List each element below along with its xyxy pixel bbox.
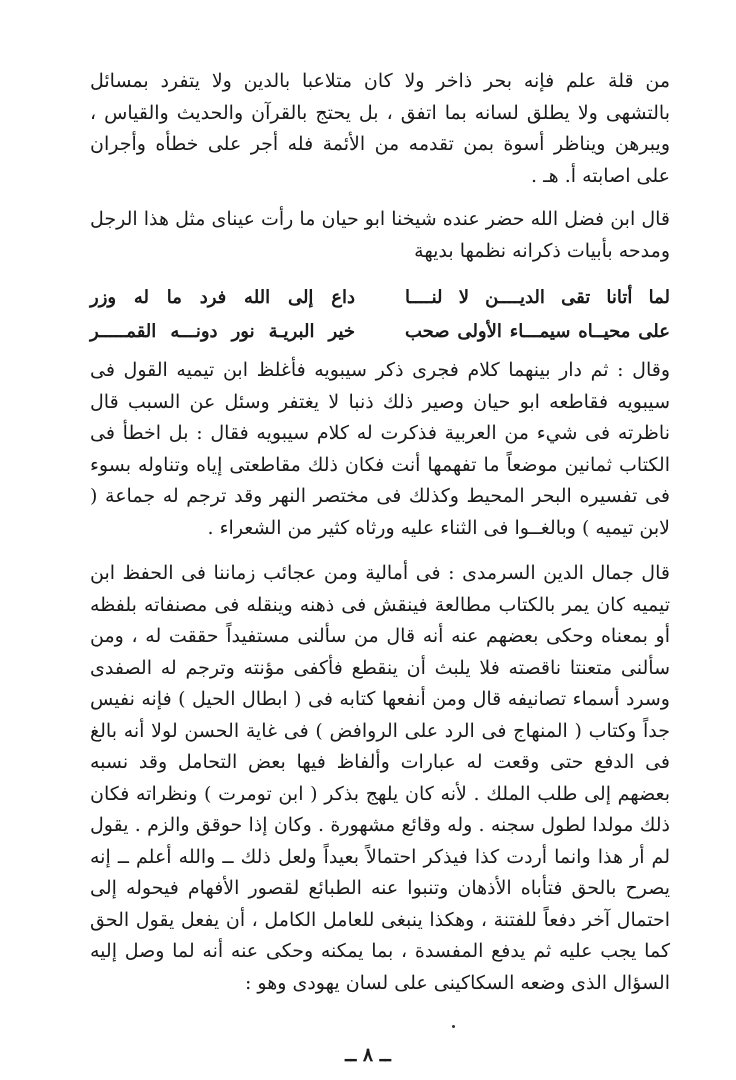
poem-line-2 [90,315,670,349]
paragraph-4: قال جمال الدين السرمدى : فى أمالية ومن عجائب زماننا فى الحفظ ابن تيميه كان يمر بالكتاب مطالعة فينقش فى ذهنه وينقله فى مصنفاته بلفظه أو بمعناه وحكى بعضهم عنه أنه قال من سألنى مستفيداً حققت له ، ومن سألنى متعنتا ناقصته فلا يلبث أن ينقطع فأكفى مؤنته وترجم له الصفدى وسرد أسماء تصانيفه قال ومن أنفعها كتابه فى ( ابطال الحيل ) فإنه نفيس جداً وكتاب ( المنهاج فى الرد على الروافض ) فى غاية الحسن لولا أنه بالغ فى الدفع حتى وقعت له عبارات وألفاظ فيها بعض التحامل وقد نسبه بعضهم إلى طلب الملك . لأنه كان يلهج بذكر ( ابن تومرت ) ونظراته فكان ذلك مولدا لطول سجنه . وله وقائع مشهورة . وكان إذا حوقق والزم . يقول لم أر هذا وانما أردت كذا فيذكر احتمالاً بعيداً ولعل ذلك ــ والله أعلم ــ إنه يصرح بالحق فتأباه الأذهان وتنبوا عنه الطبائع لقصور الأفهام فيحوله إلى احتمال آخر دفعاً للفتنة ، وهكذا ينبغى للعامل الكامل ، أن يفعل يقول الحق كما يجب عليه ثم يدفع المفسدة ، بما يمكنه وحكى عنه أنه لما وصل إليه السؤال الذى وضعه السكاكينى على لسان يهودى وهو : [90,562,670,994]
poem-line-1 [90,281,670,315]
page-body [90,66,670,999]
print-speck [452,1025,455,1028]
paragraph-3: وقال : ثم دار بينهما كلام فجرى ذكر سيبويه فأغلظ ابن تيميه القول فى سيبويه فقاطعه ابو حيان وصير ذلك ذنبا لا يغتفر وسئل عن السبب قال ناظرته فى شيء من العربية فذكرت له كلام سيبويه فقال : بل اخطأ فى الكتاب ثمانين موضعاً ما تفهمها أنت فكان ذلك مقاطعتى إياه وتناوله بسوء فى تفسيره البحر المحيط وكذلك فى مختصر النهر وقد ترجم له جماعة ( لابن تيميه ) وبالغــوا فى الثناء عليه ورثاه كثير من الشعراء . [90,359,670,539]
paragraph-2: قال ابن فضل الله حضر عنده شيخنا ابو حيان ما رأت عيناى مثل هذا الرجل ومدحه بأبيات ذكرانه نظمها بديهة [90,208,670,262]
paragraph-1: من قلة علم فإنه بحر ذاخر ولا كان متلاعبا بالدين ولا يتفرد بمسائل بالتشهى ولا يطلق لسانه بما اتفق ، بل يحتج بالقرآن والحديث والقياس ، ويبرهن ويناظر أسوة بمن تقدمه من الأئمة فله أجر على خطأه وأجران على اصابته أ. هـ . [90,70,670,187]
poem-verses [90,281,670,349]
poem-line-1-first-hemistich: لما أتانا تقى الديــــن لا لنــــا [405,287,670,309]
page-number: ــ ٨ ــ [345,1044,391,1066]
poem-line-2-first-hemistich: على محيــاه سيمـــاء الأولى صحب [405,321,670,343]
poem-line-2-second-hemistich: خير البريـة نور دونـــه القمـــــر [90,321,355,343]
poem-line-1-second-hemistich: داع إلى الله فرد ما له وزر [90,287,355,309]
